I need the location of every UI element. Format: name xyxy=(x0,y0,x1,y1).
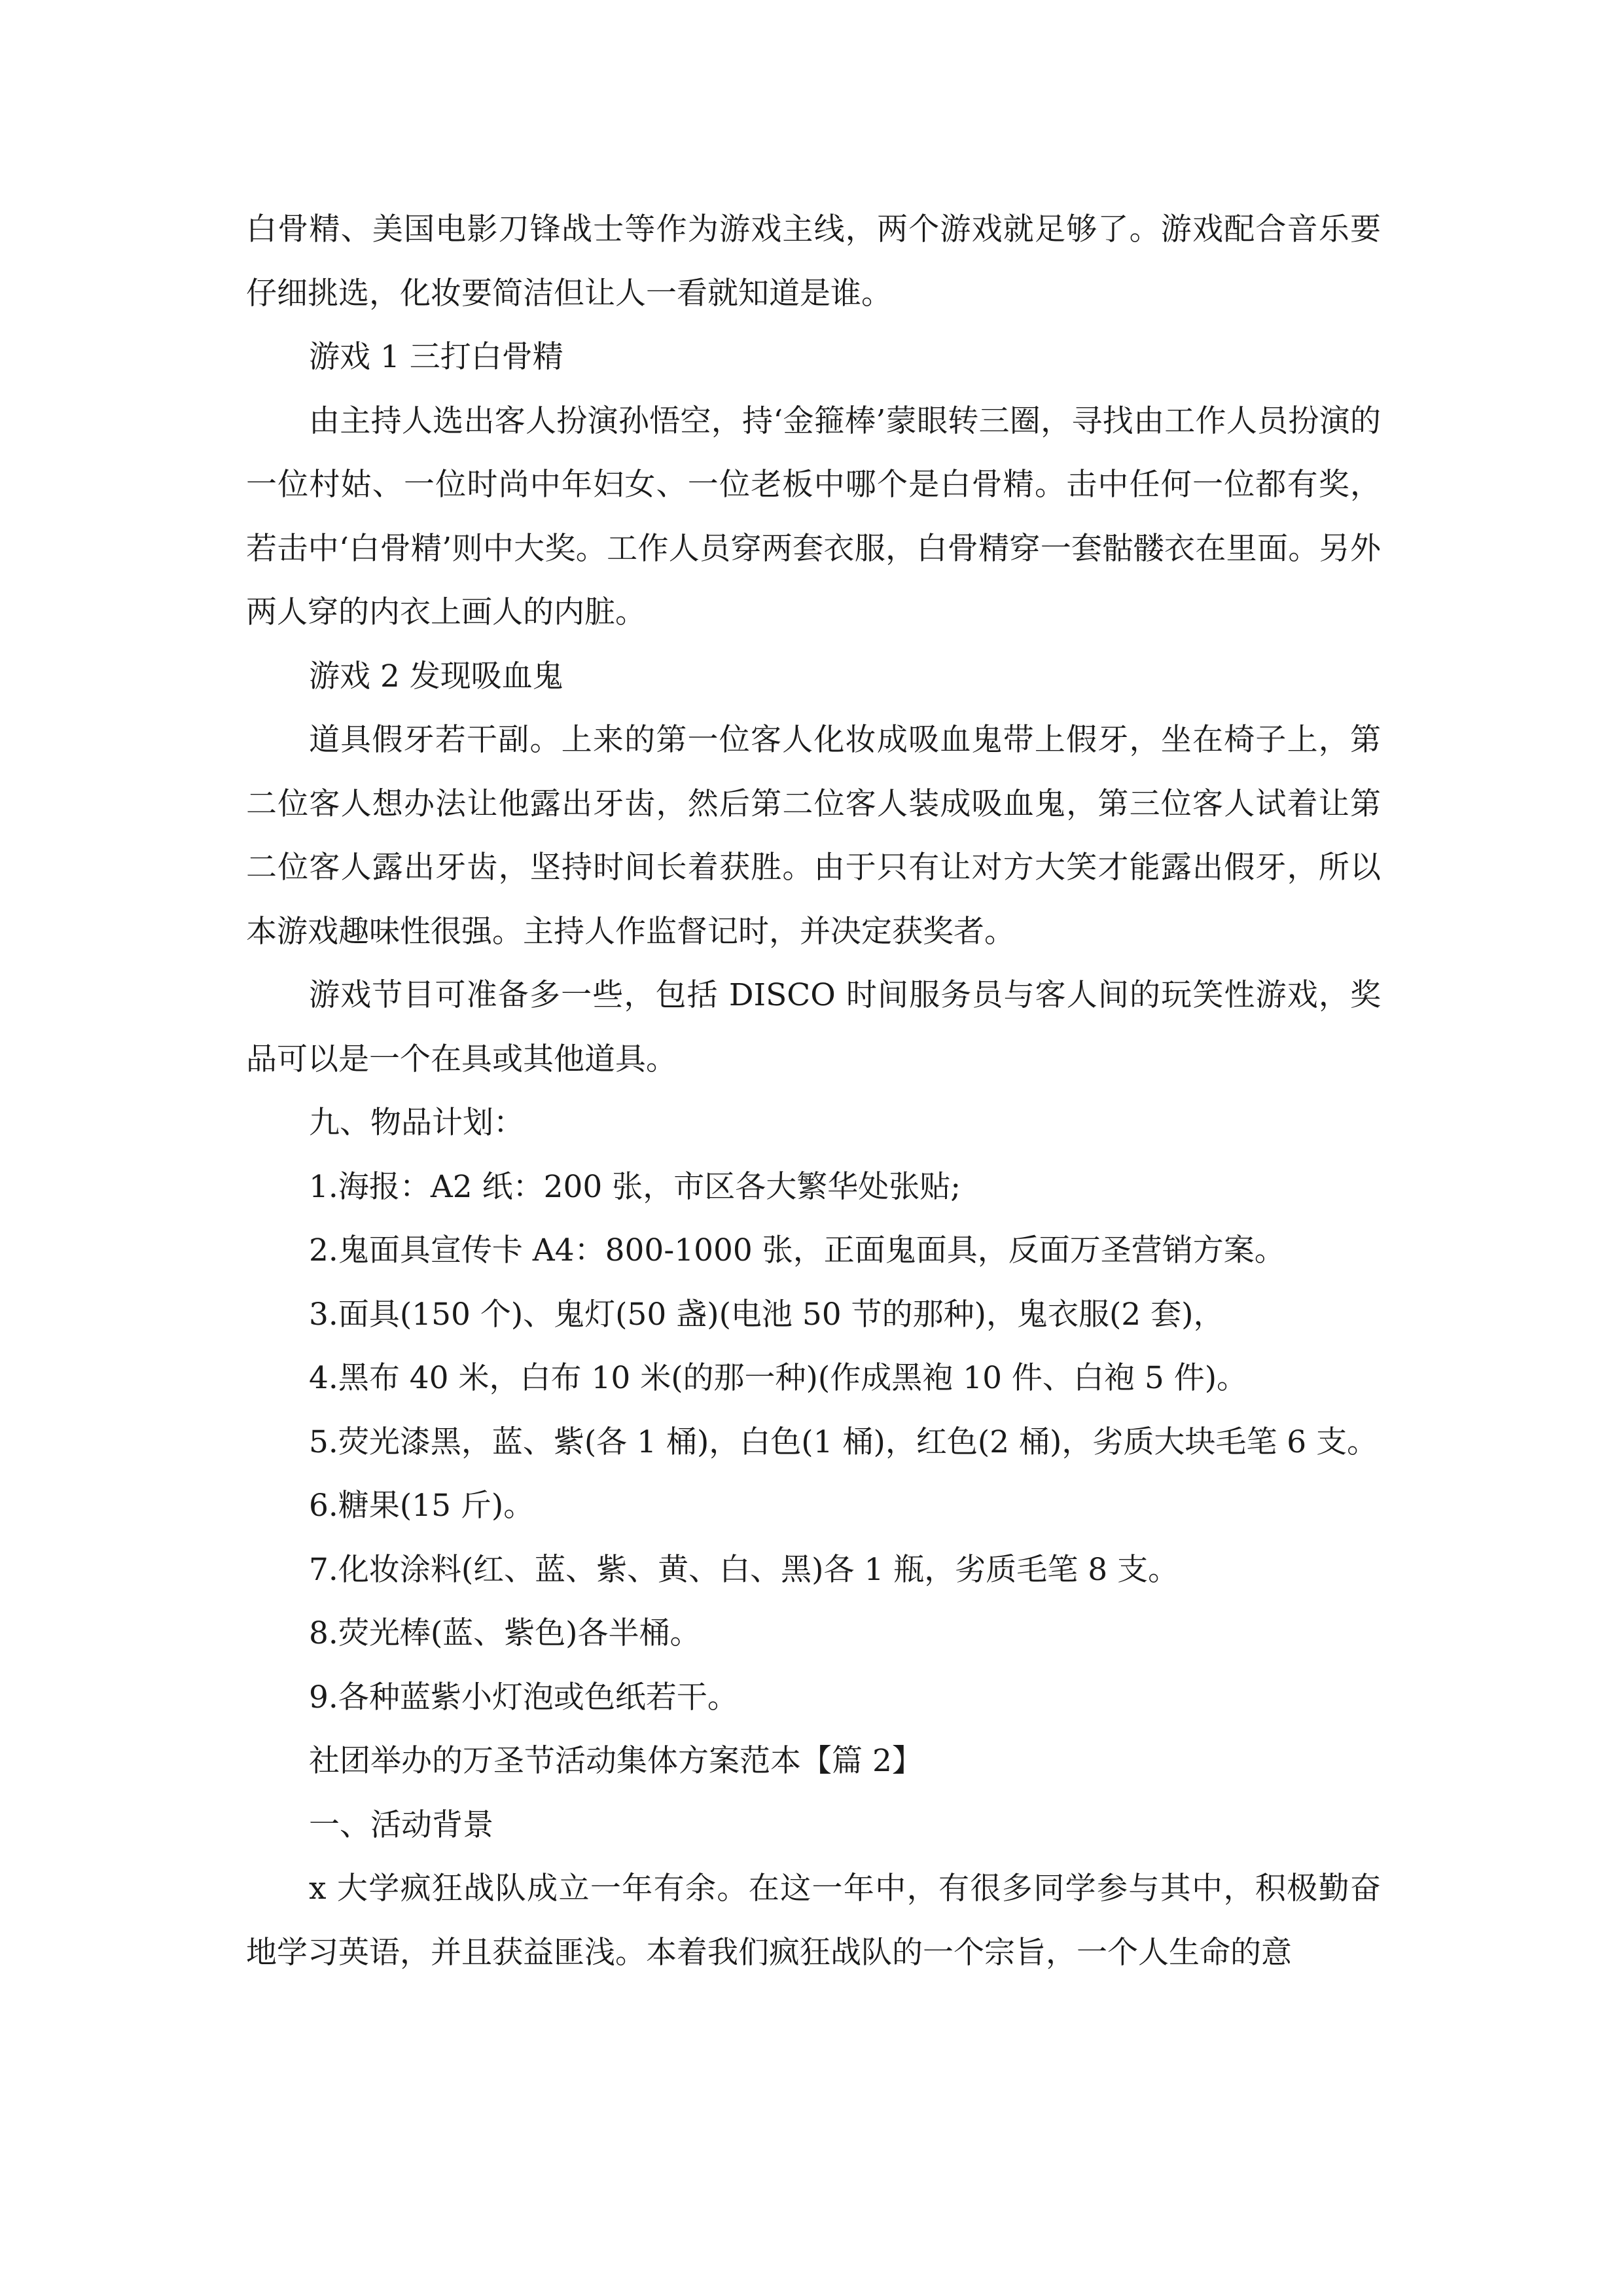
paragraph: 1.海报：A2 纸：200 张，市区各大繁华处张贴; xyxy=(309,1168,961,1205)
paragraph: 2.鬼面具宣传卡 A4：800-1000 张，正面鬼面具，反面万圣营销方案。 xyxy=(309,1232,1285,1268)
document-body xyxy=(246,198,1381,1984)
paragraph: 游戏节目可准备多一些，包括 DISCO 时间服务员与客人间的玩笑性游戏，奖品可以是一个在具或其他道具。 xyxy=(246,977,1381,1077)
paragraph: 9.各种蓝紫小灯泡或色纸若干。 xyxy=(309,1679,738,1715)
paragraph: 6.糖果(15 斤)。 xyxy=(309,1488,535,1524)
paragraph: 九、物品计划： xyxy=(309,1105,524,1141)
paragraph: 社团举办的万圣节活动集体方案范本【篇 2】 xyxy=(309,1743,923,1779)
paragraph: 一、活动背景 xyxy=(309,1806,493,1843)
paragraph: 道具假牙若干副。上来的第一位客人化妆成吸血鬼带上假牙，坐在椅子上，第二位客人想办法让他露出牙齿，然后第二位客人装成吸血鬼，第三位客人试着让第二位客人露出牙齿，坚持时间长着获胜。由于只有让对方大笑才能露出假牙，所以本游戏趣味性很强。主持人作监督记时，并决定获奖者。 xyxy=(246,722,1381,950)
paragraph: x 大学疯狂战队成立一年有余。在这一年中，有很多同学参与其中，积极勤奋地学习英语，并且获益匪浅。本着我们疯狂战队的一个宗旨，一个人生命的意 xyxy=(246,1871,1381,1971)
paragraph: 3.面具(150 个)、鬼灯(50 盏)(电池 50 节的那种)，鬼衣服(2 套)， xyxy=(309,1296,1224,1333)
paragraph: 7.化妆涂料(红、蓝、紫、黄、白、黑)各 1 瓶，劣质毛笔 8 支。 xyxy=(309,1551,1179,1588)
paragraph: 5.荧光漆黑，蓝、紫(各 1 桶)，白色(1 桶)，红色(2 桶)，劣质大块毛笔 6 支。 xyxy=(309,1424,1378,1460)
paragraph: 游戏 1 三打白骨精 xyxy=(309,339,563,375)
paragraph: 游戏 2 发现吸血鬼 xyxy=(309,658,563,694)
paragraph: 白骨精、美国电影刀锋战士等作为游戏主线，两个游戏就足够了。游戏配合音乐要仔细挑选，化妆要简洁但让人一看就知道是谁。 xyxy=(246,211,1381,312)
paragraph: 4.黑布 40 米，白布 10 米(的那一种)(作成黑袍 10 件、白袍 5 件)。 xyxy=(309,1360,1248,1396)
paragraph: 8.荧光棒(蓝、紫色)各半桶。 xyxy=(309,1615,701,1651)
paragraph: 由主持人选出客人扮演孙悟空，持‘金箍棒’蒙眼转三圈，寻找由工作人员扮演的一位村姑、一位时尚中年妇女、一位老板中哪个是白骨精。击中任何一位都有奖，若击中‘白骨精’则中大奖。工作人员穿两套衣服，白骨精穿一套骷髅衣在里面。另外两人穿的内衣上画人的内脏。 xyxy=(246,403,1381,630)
